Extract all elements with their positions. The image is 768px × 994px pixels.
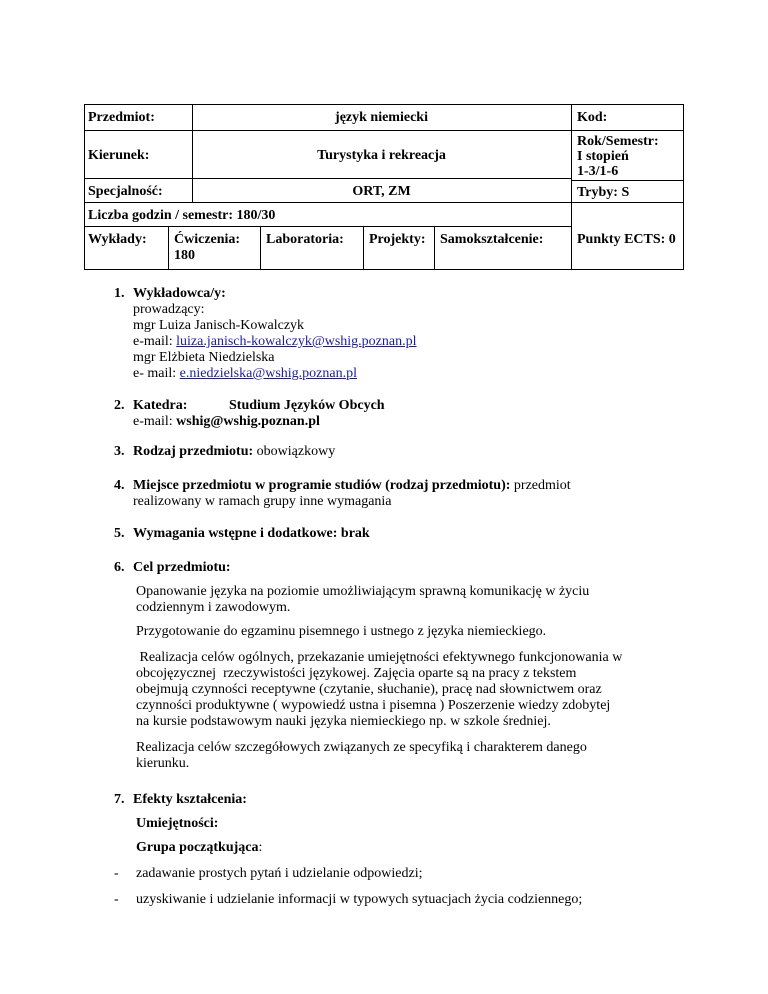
goal-paragraph-1-line-1: Opanowanie języka na poziomie umożliwiającym sprawną komunikację w życiu <box>136 584 590 599</box>
kierunek-label: Kierunek: <box>88 148 150 163</box>
skills-heading: Umiejętności: <box>136 816 219 831</box>
section-7-title: Efekty kształcenia: <box>133 792 247 807</box>
section-3-line <box>133 444 335 460</box>
cwiczenia-label: Ćwiczenia: <box>174 232 241 247</box>
lecturer-role: prowadzący: <box>133 302 205 317</box>
lecturer-email-2-link[interactable]: e.niedzielska@wshig.poznan.pl <box>179 366 358 381</box>
email-prefix: e-mail: <box>133 414 177 429</box>
email-prefix: e- mail: <box>133 366 180 381</box>
section-3-title: Rodzaj przedmiotu: <box>133 444 254 459</box>
email-prefix: e-mail: <box>133 334 177 349</box>
specjalnosc-label: Specjalność: <box>88 184 163 199</box>
projekty-label: Projekty: <box>369 232 426 247</box>
list-item: zadawanie prostych pytań i udzielanie odpowiedzi; <box>136 866 423 881</box>
stopien-value: I stopień <box>577 149 629 164</box>
goal-paragraph-3-line-5: na kursie podstawowym nauki języka niemieckiego np. w szkole średniej. <box>136 714 551 729</box>
department-email-line <box>133 414 320 430</box>
kierunek-value: Turystyka i rekreacja <box>317 148 446 163</box>
course-place-line-2: realizowany w ramach grupy inne wymagania <box>133 494 392 509</box>
goal-paragraph-4-line-1: Realizacja celów szczegółowych związanych ze specyfiką i charakterem danego <box>136 740 587 755</box>
goal-paragraph-3-line-2: obcojęzycznej rzeczywistości językowej. Zajęcia oparte są na pracy z tekstem <box>136 666 577 681</box>
section-5-number: 5. <box>114 526 125 541</box>
rok-semestr-value: 1-3/1-6 <box>577 164 619 179</box>
ects-value: Punkty ECTS: 0 <box>577 232 676 247</box>
section-2-title: Katedra: <box>133 398 188 413</box>
section-1-title: Wykładowca/y: <box>133 286 226 301</box>
laboratoria-label: Laboratoria: <box>266 232 344 247</box>
list-item: uzyskiwanie i udzielanie informacji w typowych sytuacjach życia codziennego; <box>136 892 583 907</box>
goal-paragraph-3-line-4: czynności produktywne ( wypowiedź ustna i pisemna ) Poszerzenie wiedzy zdobytej <box>136 698 611 713</box>
section-4-line <box>133 478 571 494</box>
beginner-group-label: Grupa początkująca <box>136 840 259 855</box>
lecturer-name-2: mgr Elżbieta Niedzielska <box>133 350 275 365</box>
section-4-title: Miejsce przedmiotu w programie studiów (rodzaj przedmiotu): <box>133 478 511 493</box>
lecturer-email-2-line <box>133 366 357 382</box>
lecturer-name-1: mgr Luiza Janisch-Kowalczyk <box>133 318 305 333</box>
goal-paragraph-2: Przygotowanie do egzaminu pisemnego i ustnego z języka niemieckiego. <box>136 624 547 639</box>
section-2-number: 2. <box>114 398 125 413</box>
lecturer-email-1-link[interactable]: luiza.janisch-kowalczyk@wshig.poznan.pl <box>176 334 417 349</box>
specjalnosc-value: ORT, ZM <box>352 184 411 199</box>
goal-paragraph-1-line-2: codziennym i zawodowym. <box>136 600 291 615</box>
department-email: wshig@wshig.poznan.pl <box>176 414 320 429</box>
przedmiot-label: Przedmiot: <box>88 110 155 125</box>
section-3-number: 3. <box>114 444 125 459</box>
course-place-value: przedmiot <box>510 478 571 493</box>
department-name: Studium Języków Obcych <box>229 398 385 413</box>
section-7-number: 7. <box>114 792 125 807</box>
course-type-value: obowiązkowy <box>253 444 336 459</box>
section-6-title: Cel przedmiotu: <box>133 560 231 575</box>
lecturer-email-1-line <box>133 334 416 350</box>
tryby-value: Tryby: S <box>577 185 630 200</box>
section-6-number: 6. <box>114 560 125 575</box>
wyklady-label: Wykłady: <box>88 232 147 247</box>
section-4-number: 4. <box>114 478 125 493</box>
rok-semestr-label: Rok/Semestr: <box>577 134 659 149</box>
liczba-godzin: Liczba godzin / semestr: 180/30 <box>88 208 276 223</box>
section-1-number: 1. <box>114 286 125 301</box>
section-5-title: Wymagania wstępne i dodatkowe: brak <box>133 526 370 541</box>
kod-label: Kod: <box>577 110 608 125</box>
list-bullet: - <box>114 866 119 881</box>
beginner-group-colon: : <box>258 840 263 855</box>
goal-paragraph-3-line-1: Realizacja celów ogólnych, przekazanie umiejętności efektywnego funkcjonowania w <box>136 650 623 665</box>
goal-paragraph-3-line-3: obejmują czynności receptywne (czytanie, słuchanie), pracę nad słownictwem oraz <box>136 682 602 697</box>
course-info-table <box>84 104 684 270</box>
samoksztalcenie-label: Samokształcenie: <box>440 232 544 247</box>
przedmiot-value: język niemiecki <box>335 110 428 125</box>
cwiczenia-value: 180 <box>174 248 195 263</box>
list-bullet: - <box>114 892 119 907</box>
goal-paragraph-4-line-2: kierunku. <box>136 756 190 771</box>
beginner-group-heading <box>136 840 262 856</box>
